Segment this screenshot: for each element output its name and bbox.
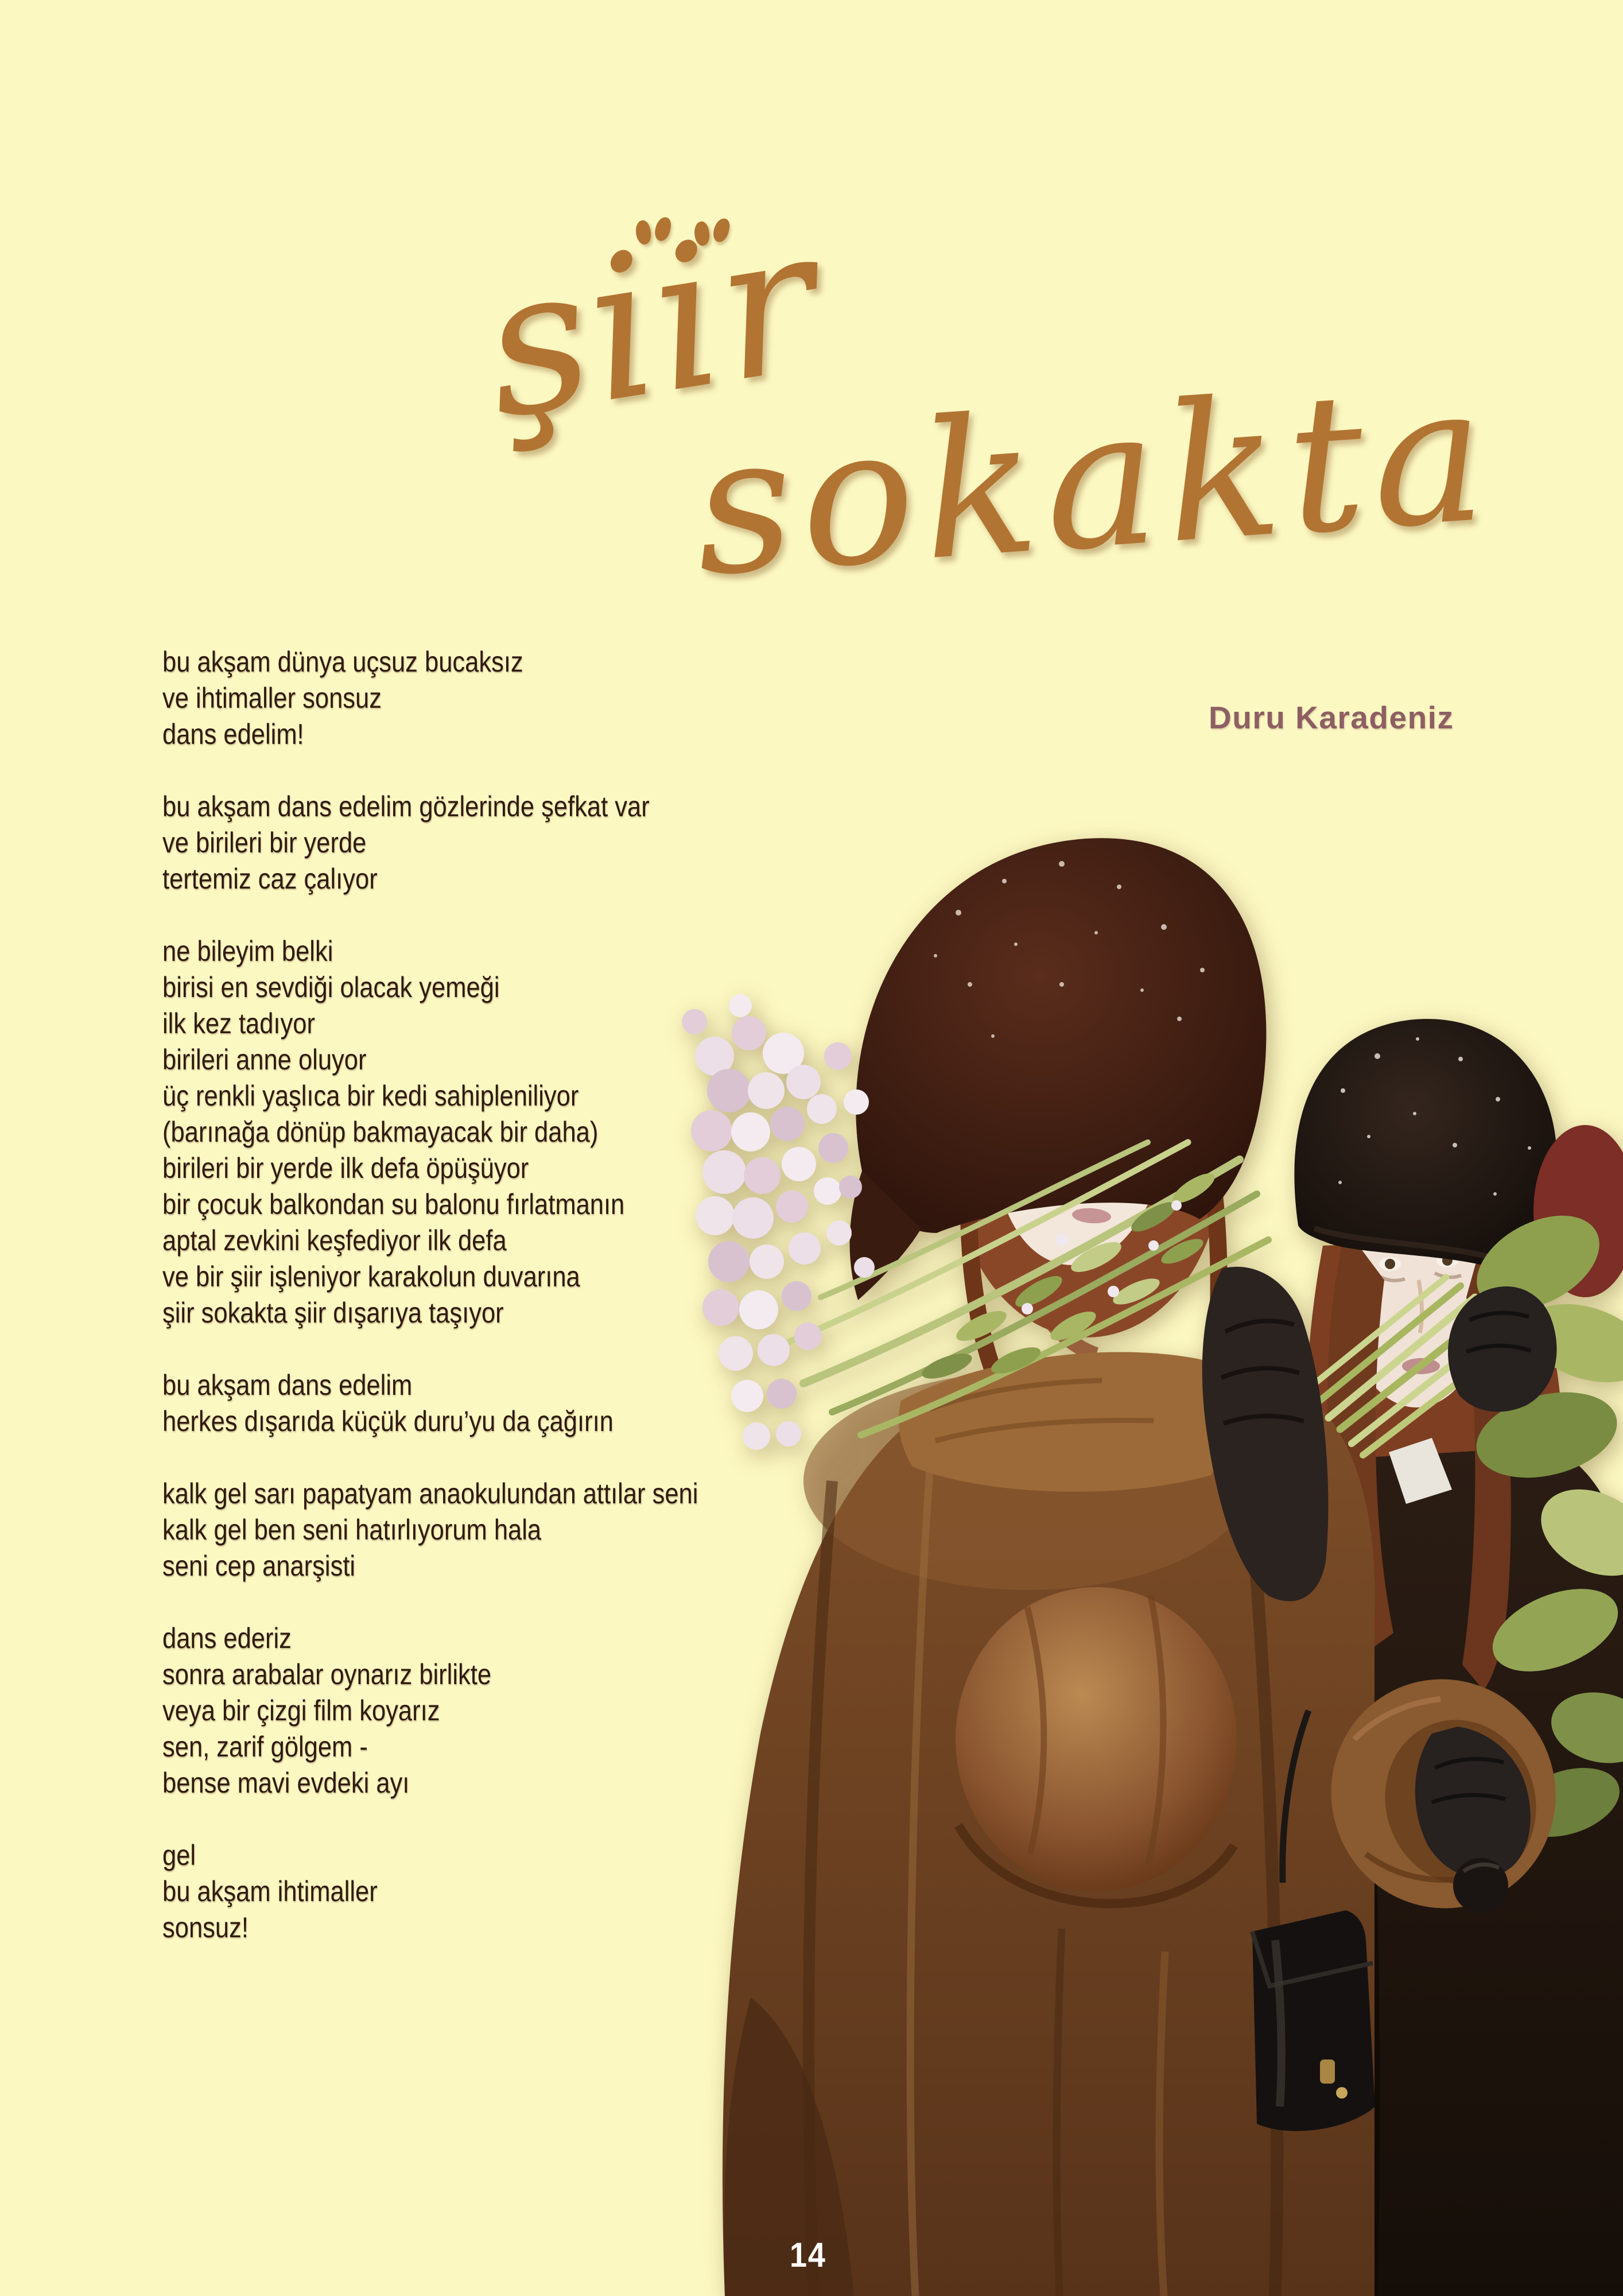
- poem-line: dans edelim!: [162, 718, 304, 750]
- poem-line: gel: [162, 1839, 196, 1871]
- left-coat-fold: [956, 1587, 1237, 1891]
- poem-line: şiir sokakta şiir dışarıya taşıyor: [162, 1297, 504, 1329]
- poem-line: aptal zevkini keşfediyor ilk defa: [162, 1224, 507, 1256]
- poem-line: ne bileyim belki: [162, 935, 333, 967]
- poem-line: birileri anne oluyor: [162, 1044, 367, 1076]
- poem-line: kalk gel ben seni hatırlıyorum hala: [162, 1514, 542, 1546]
- poem-line: bense mavi evdeki ayı: [162, 1767, 410, 1799]
- poem-line: bu akşam dans edelim: [162, 1369, 413, 1401]
- poem-line: kalk gel sarı papatyam anaokulundan attılar seni: [162, 1477, 698, 1510]
- page-number: 14: [790, 2236, 826, 2274]
- poem-line: sonra arabalar oynarız birlikte: [162, 1658, 492, 1690]
- poem-line: bu akşam dans edelim gözlerinde şefkat var: [162, 790, 650, 823]
- poem-line: birisi en sevdiği olacak yemeği: [162, 971, 500, 1003]
- poem-line: dans ederiz: [162, 1622, 292, 1654]
- page-title-sokakta: sokakta: [688, 342, 1500, 619]
- photo-cutout-two-figures: [660, 792, 1623, 2296]
- poem-line: bu akşam ihtimaller: [162, 1875, 378, 1907]
- poem-line: ve birileri bir yerde: [162, 827, 367, 859]
- author-name: Duru Karadeniz: [1209, 700, 1454, 735]
- poem-line: sonsuz!: [162, 1911, 249, 1944]
- poem-line: ilk kez tadıyor: [162, 1007, 315, 1040]
- poem-line: ve ihtimaller sonsuz: [162, 682, 382, 714]
- poem-line: bu akşam dünya uçsuz bucaksız: [162, 646, 523, 678]
- poem-line: veya bir çizgi film koyarız: [162, 1694, 440, 1727]
- poem-stanza: [162, 644, 861, 753]
- poem-line: (barınağa dönüp bakmayacak bir daha): [162, 1116, 599, 1148]
- left-fur-hat: [856, 838, 1266, 1233]
- poem-line: birileri bir yerde ilk defa öpüşüyor: [162, 1152, 529, 1184]
- page-title-siir: şiir: [469, 184, 834, 464]
- bouquet-flowers: [682, 994, 875, 1450]
- poem-line: seni cep anarşisti: [162, 1550, 356, 1582]
- poem-line: üç renkli yaşlıca bir kedi sahipleniliyor: [162, 1080, 579, 1112]
- poem-line: sen, zarif gölgem -: [162, 1731, 368, 1763]
- poem-line: tertemiz caz çalıyor: [162, 863, 378, 895]
- poem-line: herkes dışarıda küçük duru’yu da çağırın: [162, 1405, 614, 1437]
- poem-line: bir çocuk balkondan su balonu fırlatmanın: [162, 1188, 625, 1220]
- poem-line: ve bir şiir işleniyor karakolun duvarına: [162, 1261, 580, 1293]
